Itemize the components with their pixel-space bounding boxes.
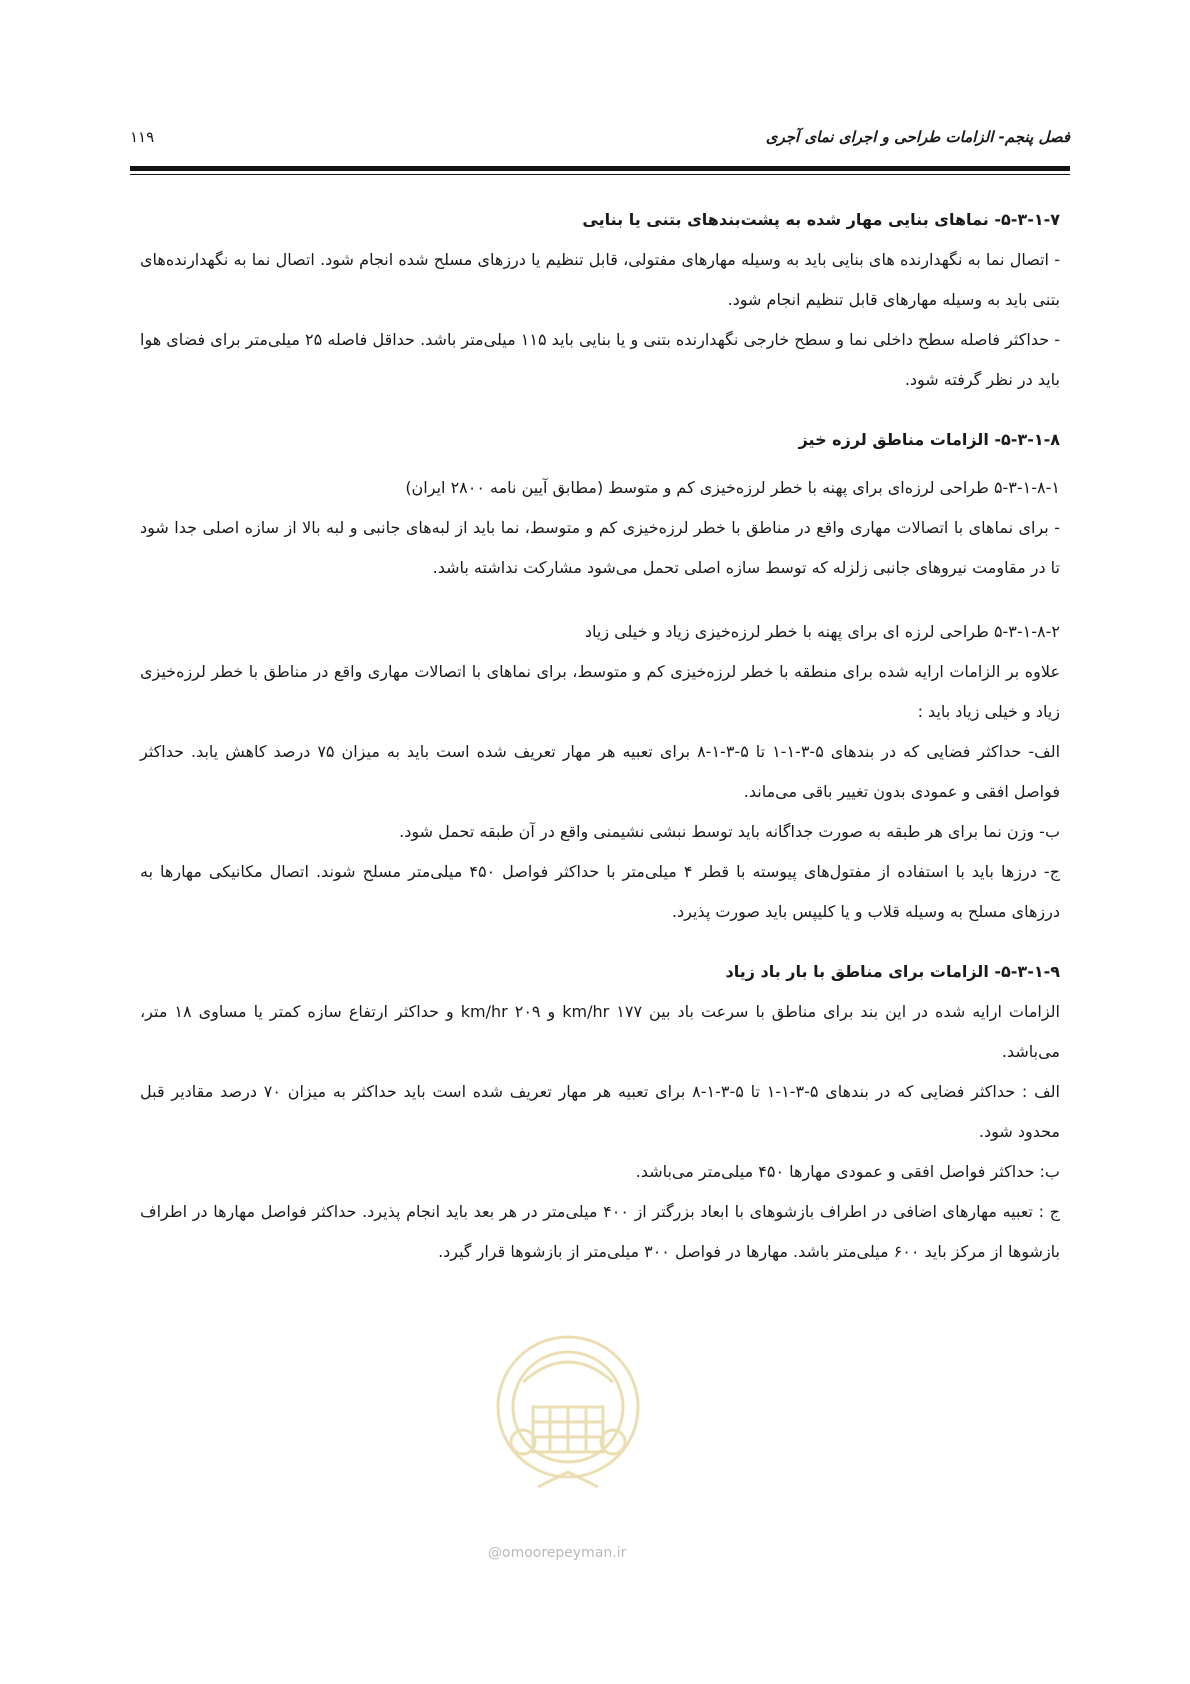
header-rule-thin	[130, 174, 1070, 175]
header-rule-thick	[130, 166, 1070, 171]
section-5-3-1-9	[140, 952, 1060, 1272]
list-item-be: ب- وزن نما برای هر طبقه به صورت جداگانه باید توسط نبشی نشیمنی واقع در آن طبقه تحمل شود.	[399, 822, 1060, 841]
page-number: ۱۱۹	[130, 128, 155, 146]
paragraph: علاوه بر الزامات ارایه شده برای منطقه با خطر لرزه‌خیزی کم و متوسط، برای نماهای با اتصالات مهاری واقع در مناطق با خطر لرزه‌خیزی زیاد و خیلی زیاد باید :	[140, 662, 1060, 721]
list-item-be: ب: حداکثر فواصل افقی و عمودی مهارها ۴۵۰ میلی‌متر می‌باشد.	[635, 1162, 1060, 1181]
paragraph: - حداکثر فاصله سطح داخلی نما و سطح خارجی نگهدارنده بتنی و یا بنایی باید ۱۱۵ میلی‌متر باشد. حداقل فاصله ۲۵ میلی‌متر برای فضای هوا باید در نظر گرفته شود.	[140, 330, 1061, 389]
chapter-title: فصل پنجم- الزامات طراحی و اجرای نمای آجری	[765, 128, 1070, 146]
section-heading: ۵-۳-۱-۸- الزامات مناطق لرزه خیز	[798, 430, 1060, 449]
paragraph: - اتصال نما به نگهدارنده های بنایی باید به وسیله مهارهای مفتولی، قابل تنظیم یا درزهای مسلح شده انجام شود. اتصال نما به نگهدارنده‌های بتنی باید به وسیله مهارهای قابل تنظیم انجام شود.	[140, 250, 1060, 309]
list-item-jim: ج- درزها باید با استفاده از مفتول‌های پیوسته با قطر ۴ میلی‌متر با حداکثر فواصل ۴۵۰ میلی‌متر مسلح شوند. اتصال مکانیکی مهارها به درزهای مسلح به وسیله قلاب و یا کلیپس باید صورت پذیرد.	[140, 862, 1060, 921]
section-5-3-1-7	[140, 200, 1060, 400]
list-item-jim: ج : تعبیه مهارهای اضافی در اطراف بازشوهای با ابعاد بزرگتر از ۴۰۰ میلی‌متر در هر بعد باید انجام پذیرد. حداکثر فواصل مهارها در اطراف بازشوها از مرکز باید ۶۰۰ میلی‌متر باشد. مهارها در فواصل ۳۰۰ میلی‌متر از بازشوها قرار گیرد.	[140, 1202, 1061, 1261]
list-item-alef: الف : حداکثر فضایی که در بندهای ۵-۳-۱-۱ تا ۵-۳-۱-۸ برای تعبیه هر مهار تعریف شده است باید حداکثر به میزان ۷۰ درصد مقادیر قبل محدود شود.	[140, 1082, 1060, 1141]
document-body	[140, 200, 1060, 1272]
subsection-title: ۵-۳-۱-۸-۱ طراحی لرزه‌ای برای پهنه با خطر لرزه‌خیزی کم و متوسط (مطابق آیین نامه ۲۸۰۰ ایران)	[405, 478, 1060, 497]
paragraph: الزامات ارایه شده در این بند برای مناطق با سرعت باد بین ۱۷۷ km/hr و ۲۰۹ km/hr و حداکثر ارتفاع سازه کمتر یا مساوی ۱۸ متر، می‌باشد.	[140, 1002, 1061, 1061]
watermark-url: @omoorepeyman.ir	[488, 1545, 627, 1561]
list-item-alef: الف- حداکثر فضایی که در بندهای ۵-۳-۱-۱ تا ۵-۳-۱-۸ برای تعبیه هر مهار تعریف شده است باید به میزان ۷۵ درصد کاهش یابد. حداکثر فواصل افقی و عمودی بدون تغییر باقی می‌ماند.	[140, 742, 1061, 801]
section-5-3-1-8	[140, 420, 1060, 460]
section-heading: ۵-۳-۱-۷- نماهای بنایی مهار شده به پشت‌بندهای بتنی یا بنایی	[582, 210, 1060, 229]
paragraph: - برای نماهای با اتصالات مهاری واقع در مناطق با خطر لرزه‌خیزی کم و متوسط، نما باید از لبه‌های جانبی و لبه بالا از سازه اصلی جدا شود تا در مقاومت نیروهای جانبی زلزله که توسط سازه اصلی تحمل می‌شود مشارکت نداشته باشد.	[140, 518, 1060, 577]
subsection-title: ۵-۳-۱-۸-۲ طراحی لرزه ای برای پهنه با خطر لرزه‌خیزی زیاد و خیلی زیاد	[584, 622, 1060, 641]
subsection-5-3-1-8-2	[140, 612, 1060, 932]
watermark-seal-icon	[478, 1312, 658, 1512]
subsection-5-3-1-8-1	[140, 468, 1060, 588]
page-header	[130, 128, 1070, 158]
section-heading: ۵-۳-۱-۹- الزامات برای مناطق با بار باد زیاد	[725, 962, 1060, 981]
